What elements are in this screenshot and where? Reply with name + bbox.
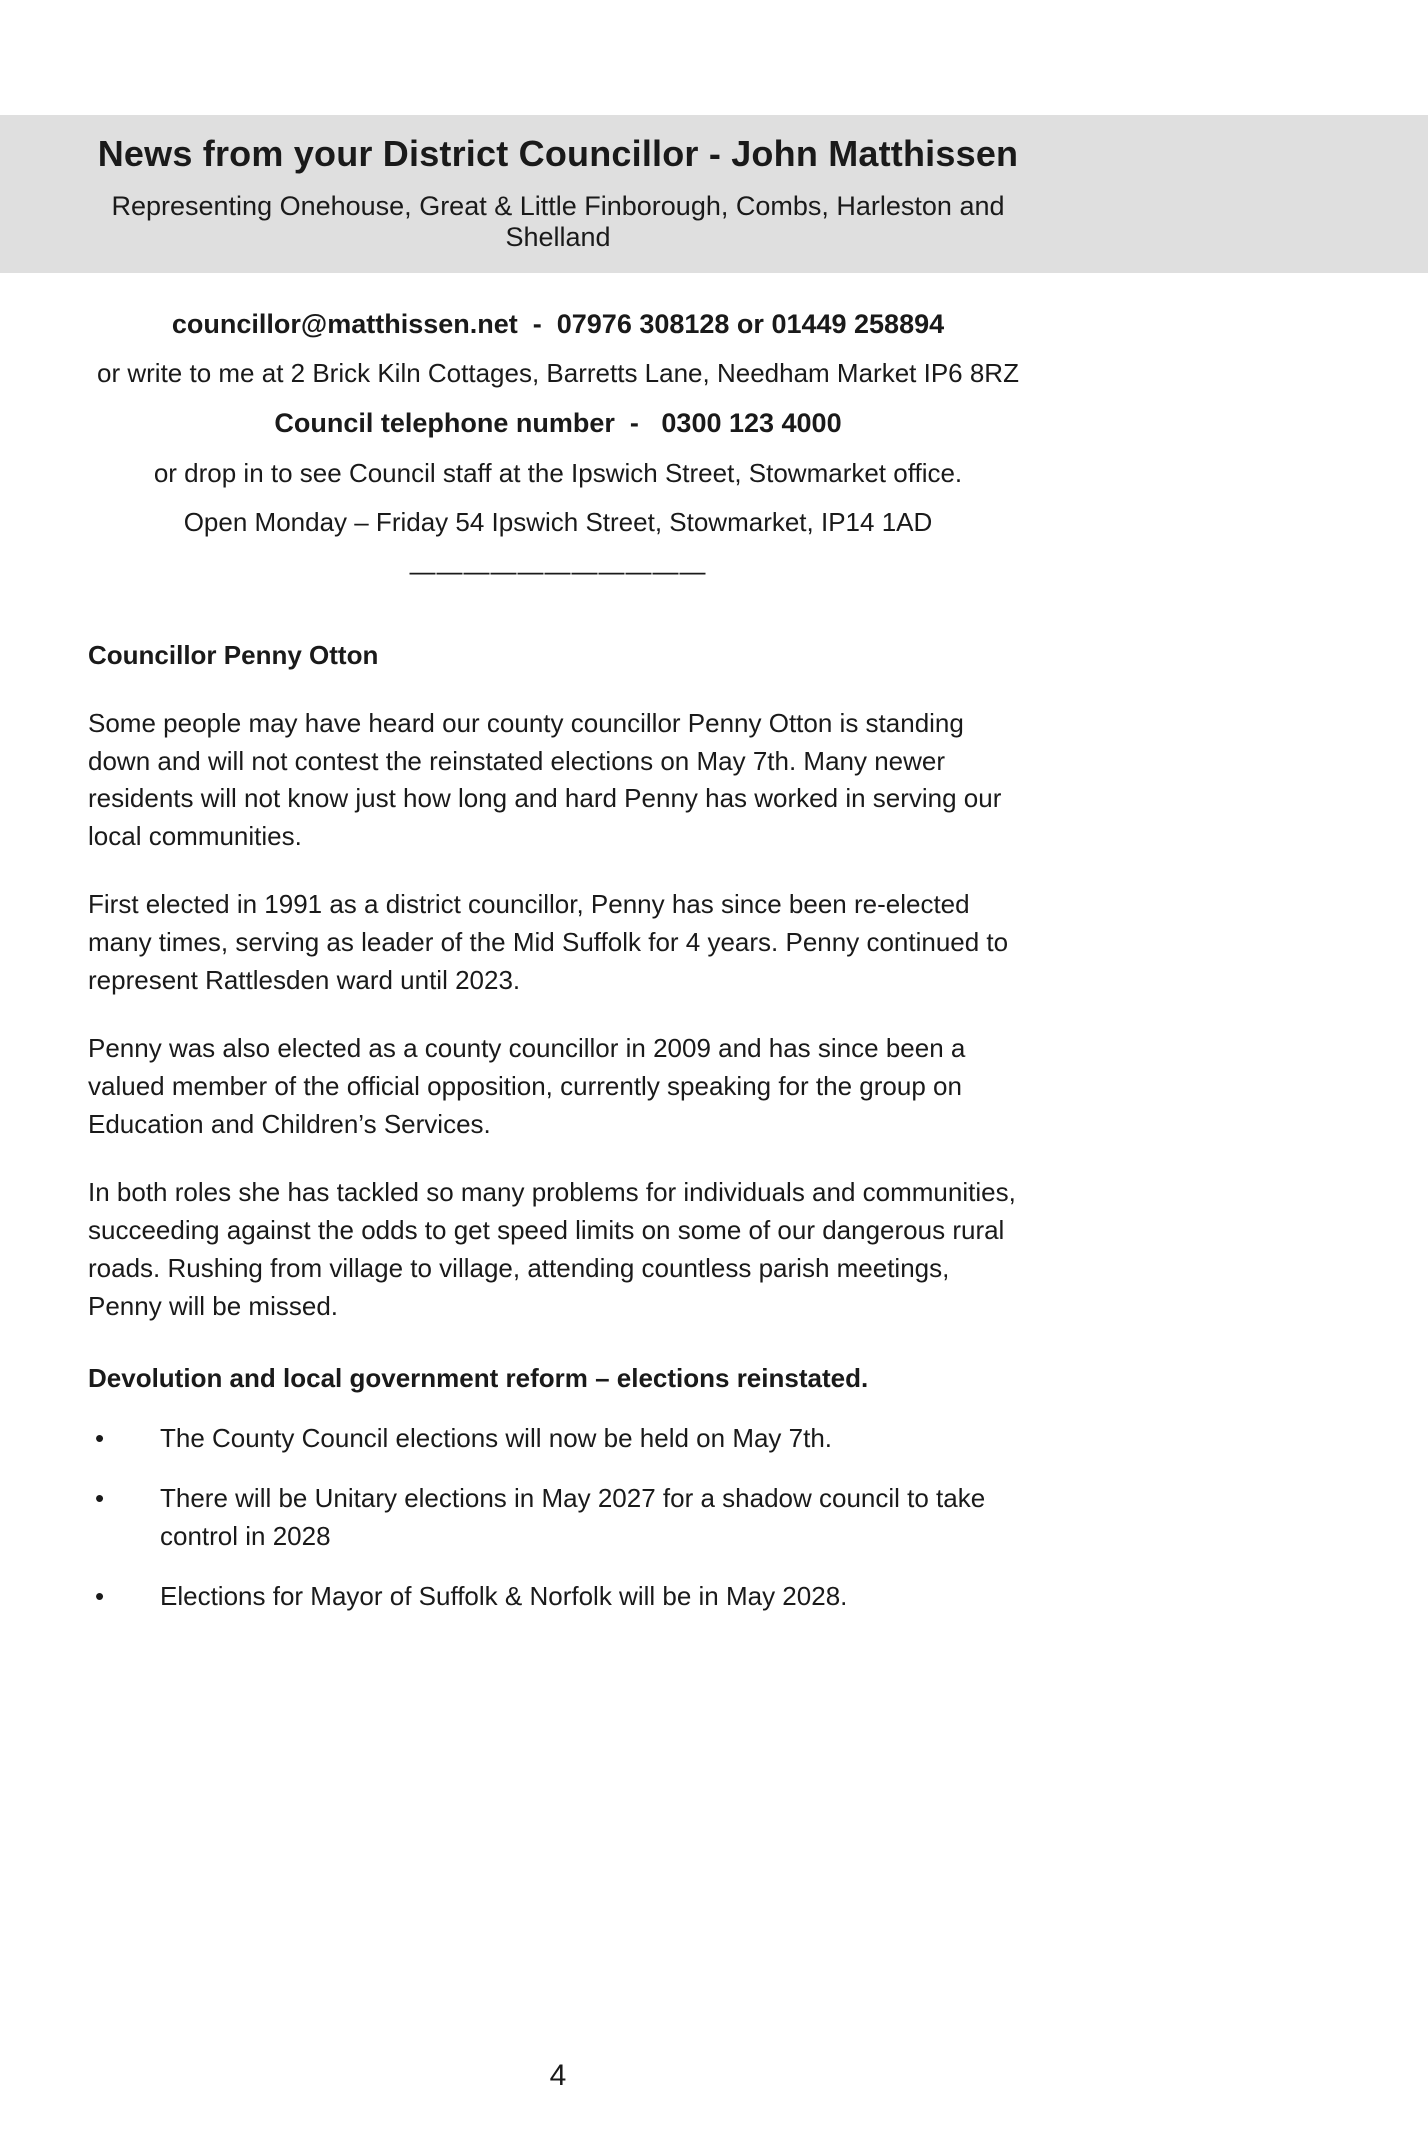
contact-email-phone: councillor@matthissen.net - 07976 308128 or 01449 258894 <box>171 309 945 339</box>
newsletter-page <box>0 115 1428 2092</box>
section-heading-penny-otton: Councillor Penny Otton <box>88 639 379 670</box>
list-item-mayor-elections <box>95 1578 1028 1616</box>
page-number: 4 <box>549 2059 567 2092</box>
contact-opening-hours: Open Monday – Friday 54 Ipswich Street, Stowmarket, IP14 1AD <box>183 506 933 537</box>
paragraph-penny-standing-down: Some people may have heard our county councillor Penny Otton is standing down and will not contest the reinstated elections on May 7th. Many newer residents will not know just how long and hard Penny has worked in serving our local communities. <box>88 707 1002 852</box>
list-item-text: There will be Unitary elections in May 2027 for a shadow council to take control in 2028 <box>160 1482 986 1551</box>
page-content <box>88 305 1028 1616</box>
contact-postal-address: or write to me at 2 Brick Kiln Cottages, Barretts Lane, Needham Market IP6 8RZ <box>97 358 1019 389</box>
contact-block <box>88 305 1028 591</box>
contact-council-phone: Council telephone number - 0300 123 4000 <box>274 408 842 439</box>
paragraph-both-roles: In both roles she has tackled so many problems for individuals and communities, succeeding against the odds to get speed limits on some of our dangerous rural roads. Rushing from village to village, attending countless parish meetings, Penny will be missed. <box>88 1177 1016 1321</box>
section-heading-devolution: Devolution and local government reform – elections reinstated. <box>88 1362 869 1393</box>
header-band <box>0 115 1428 273</box>
bullet-icon: • <box>95 1422 105 1453</box>
list-item-text: Elections for Mayor of Suffolk & Norfolk will be in May 2028. <box>160 1580 848 1611</box>
bullet-icon: • <box>95 1482 105 1513</box>
paragraph-first-elected: First elected in 1991 as a district councillor, Penny has since been re-elected many times, serving as leader of the Mid Suffolk for 4 years. Penny continued to represent Rattlesden ward until 2023. <box>88 889 1009 996</box>
list-item-county-elections <box>95 1420 1028 1458</box>
paragraph-county-councillor: Penny was also elected as a county councillor in 2009 and has since been a valued member of the official opposition, currently speaking for the group on Education and Children’s Services. <box>88 1033 966 1140</box>
header-subtitle: Representing Onehouse, Great & Little Finborough, Combs, Harleston and Shelland <box>111 191 1005 252</box>
dashed-divider: ——————————— <box>409 555 707 586</box>
list-item-text: The County Council elections will now be held on May 7th. <box>160 1422 833 1453</box>
header-band-inner <box>88 133 1028 253</box>
page-title: News from your District Councillor - John Matthissen <box>97 133 1019 174</box>
bullet-icon: • <box>95 1580 105 1611</box>
election-bullet-list <box>88 1420 1028 1616</box>
contact-drop-in: or drop in to see Council staff at the Ipswich Street, Stowmarket office. <box>153 457 963 488</box>
list-item-unitary-elections <box>95 1480 1028 1556</box>
